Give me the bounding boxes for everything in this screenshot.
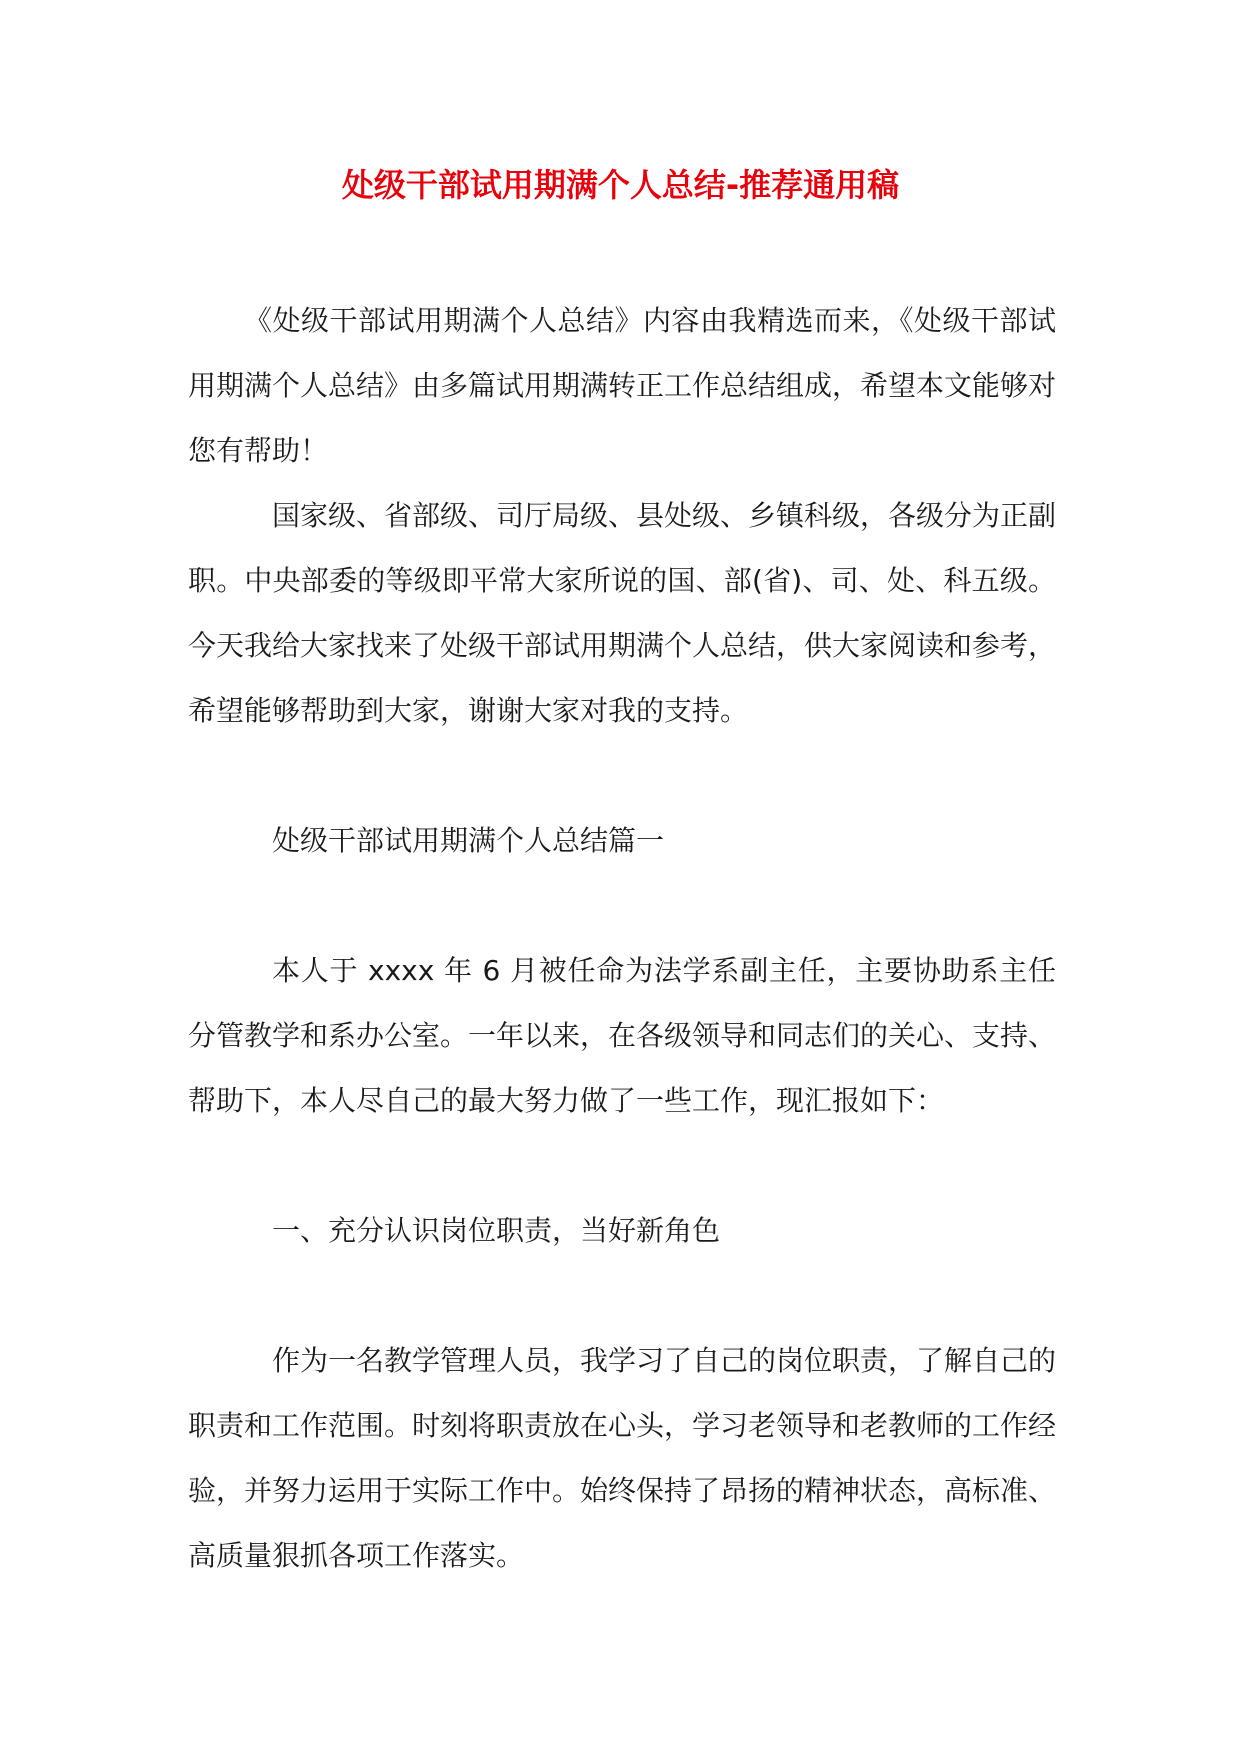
levels-paragraph: 国家级、省部级、司厅局级、县处级、乡镇科级，各级分为正副职。中央部委的等级即平常大家所说的国、部(省)、司、处、科五级。今天我给大家找来了处级干部试用期满个人总结，供大家阅读和参考，希望能够帮助到大家，谢谢大家对我的支持。 [188,499,1057,727]
spacer [188,873,1056,938]
spacer [188,1263,1056,1328]
duties-paragraph: 作为一名教学管理人员，我学习了自己的岗位职责，了解自己的职责和工作范围。时刻将职责放在心头，学习老领导和老教师的工作经验，并努力运用于实际工作中。始终保持了昂扬的精神状态，高标准、高质量狠抓各项工作落实。 [188,1344,1057,1572]
heading-one: 一、充分认识岗位职责，当好新角色 [272,1214,721,1247]
intro-paragraph: 《处级干部试用期满个人总结》内容由我精选而来，《处级干部试用期满个人总结》由多篇试用期满转正工作总结组成，希望本文能够对您有帮助！ [188,304,1057,467]
document-body [188,288,1056,1588]
spacer [188,1133,1056,1198]
document-title: 处级干部试用期满个人总结-推荐通用稿 [341,166,900,204]
spacer [188,743,1056,808]
appointment-paragraph: 本人于 xxxx 年 6 月被任命为法学系副主任，主要协助系主任分管教学和系办公室。一年以来，在各级领导和同志们的关心、支持、帮助下，本人尽自己的最大努力做了一些工作，现汇报如下： [188,954,1057,1117]
section-title: 处级干部试用期满个人总结篇一 [272,824,665,857]
